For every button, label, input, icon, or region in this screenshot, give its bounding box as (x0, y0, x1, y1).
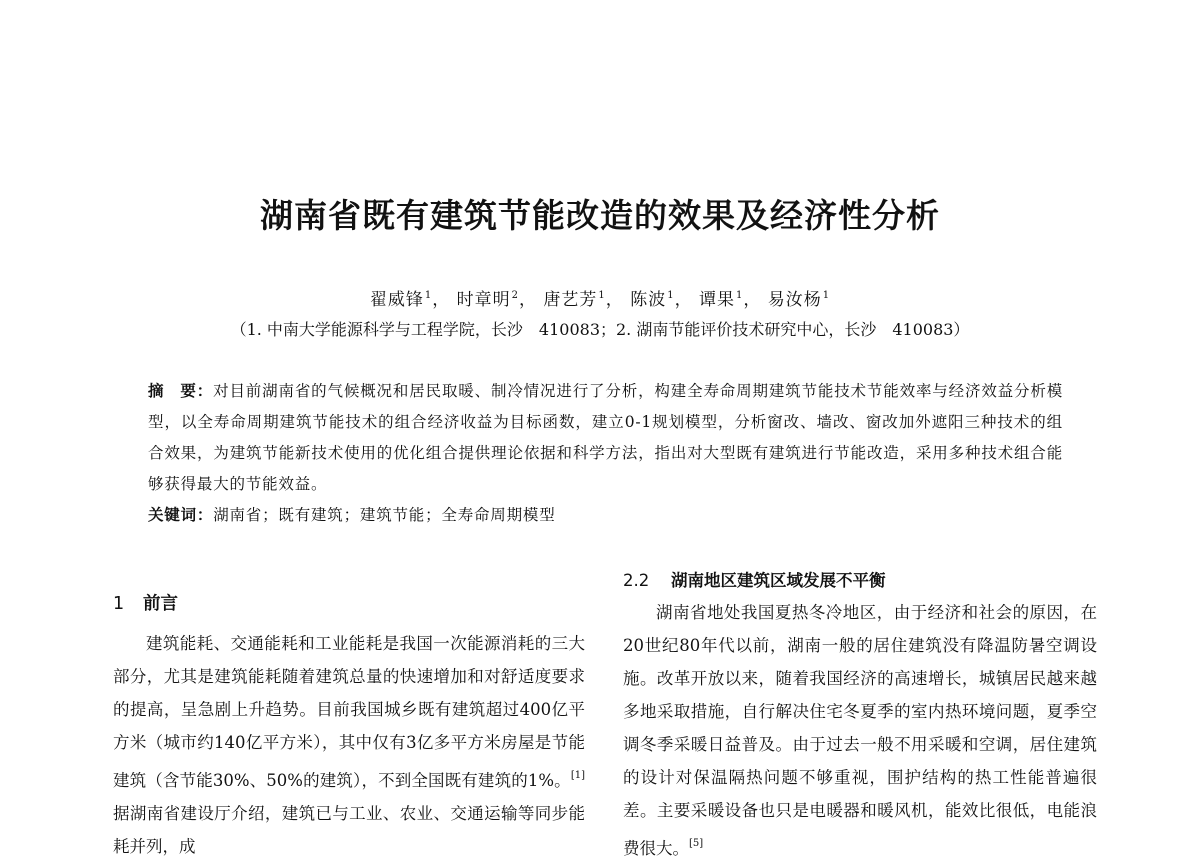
section-heading-introduction: 1 前言 (113, 594, 178, 614)
author-2: 时章明$^2$ (456, 290, 520, 310)
keywords-text: 湖南省；既有建筑；建筑节能；全寿命周期模型 (213, 506, 556, 524)
author-6: 易汝杨$^1$ (767, 290, 831, 310)
author-list: 翟威锋$^1$， 时章明$^2$， 唐艺芳$^1$， 陈波$^1$， 谭果$^1$， 易汝杨$^1$ (369, 290, 831, 310)
intro-paragraph: 建筑能耗、交通能耗和工业能耗是我国一次能源消耗的三大部分，尤其是建筑能耗随着建筑总量的快速增加和对舒适度要求的提高，呈急剧上升趋势。目前我国城乡既有建筑超过400亿平方米（城市约140亿平方米），其中仅有3亿多平方米房屋是节能建筑（含节能30%、50%的建筑），不到全国既有建筑的1%。[1]据湖南省建设厅介绍，建筑已与工业、农业、交通运输等同步能耗并列，成 (113, 634, 585, 856)
citation-ref: [1] (570, 770, 585, 781)
abstract-text: 对目前湖南省的气候概况和居民取暖、制冷情况进行了分析，构建全寿命周期建筑节能技术节能效率与经济效益分析模型，以全寿命周期建筑节能技术的组合经济收益为目标函数，建立0-1规划模型，分析窗改、墙改、窗改加外遮阳三种技术的组合效果，为建筑节能新技术使用的优化组合提供理论依据和科学方法，指出对大型既有建筑进行节能改造，采用多种技术组合能够获得最大的节能效益。 (148, 382, 1064, 493)
abstract-label: 摘 要： (148, 382, 214, 400)
author-4: 陈波$^1$ (630, 290, 675, 310)
right-column (623, 566, 1097, 865)
abstract (148, 376, 1063, 500)
author-5: 谭果$^1$ (698, 290, 744, 310)
keywords (148, 500, 1063, 531)
author-1: 翟威锋$^1$ (369, 290, 433, 310)
citation-ref: [5] (689, 838, 704, 849)
keywords-label: 关键词： (148, 506, 214, 524)
section-2-2-paragraph: 湖南省地处我国夏热冬冷地区，由于经济和社会的原因，在20世纪80年代以前，湖南一般的居住建筑没有降温防暑空调设施。改革开放以来，随着我国经济的高速增长，城镇居民越来越多地采取措施，自行解决住宅冬夏季的室内热环境问题，夏季空调冬季采暖日益普及。由于过去一般不用采暖和空调，居住建筑的设计对保温隔热问题不够重视，围护结构的热工性能普遍很差。主要采暖设备也只是电暖器和暖风机，能效比很低，电能浪费很大。[5] (623, 603, 1097, 858)
paper-title: 湖南省既有建筑节能改造的效果及经济性分析 (260, 196, 940, 235)
left-column (113, 588, 585, 863)
section-heading-2-2: 2.2 湖南地区建筑区域发展不平衡 (623, 571, 886, 590)
affiliations: （1. 中南大学能源科学与工程学院，长沙 410083；2. 湖南节能评价技术研究中心，长沙 410083） (230, 320, 970, 339)
author-3: 唐艺芳$^1$ (543, 290, 606, 310)
